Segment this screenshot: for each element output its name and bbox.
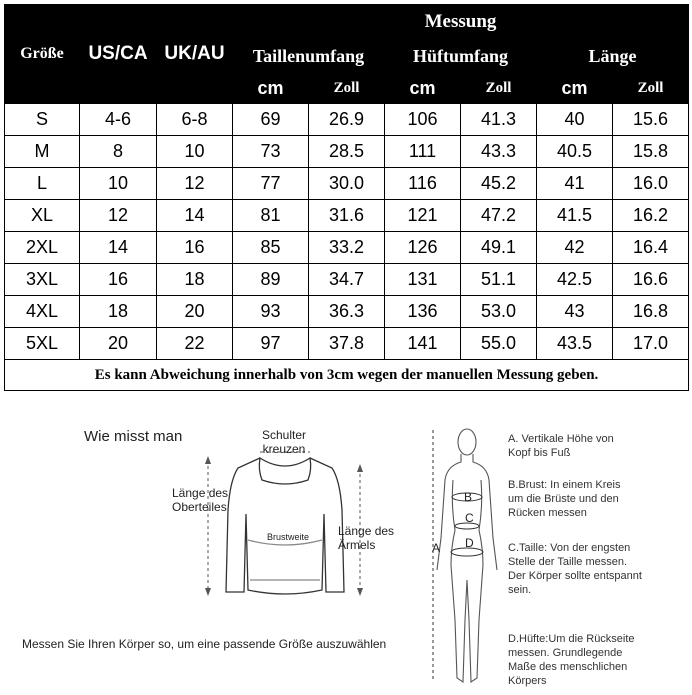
cell-length-cm: 43.5	[537, 328, 613, 360]
cell-length-inch: 15.6	[613, 104, 689, 136]
cell-us-ca: 18	[80, 296, 157, 328]
header-waist-cm: cm	[233, 73, 309, 104]
cell-size: 3XL	[5, 264, 80, 296]
cell-length-inch: 16.4	[613, 232, 689, 264]
cell-hip-inch: 43.3	[461, 136, 537, 168]
size-chart-table	[4, 4, 689, 391]
header-length-cm: cm	[537, 73, 613, 104]
cell-size: M	[5, 136, 80, 168]
cell-waist-cm: 81	[233, 200, 309, 232]
cell-hip-inch: 45.2	[461, 168, 537, 200]
cell-us-ca: 8	[80, 136, 157, 168]
table-row	[5, 136, 689, 168]
header-waist-inch: Zoll	[309, 73, 385, 104]
letter-a: A	[432, 541, 441, 555]
cell-length-cm: 40	[537, 104, 613, 136]
header-hip: Hüftumfang	[385, 40, 537, 73]
header-us-ca: US/CA	[80, 5, 157, 104]
cell-length-inch: 16.6	[613, 264, 689, 296]
cell-length-cm: 41	[537, 168, 613, 200]
table-row	[5, 104, 689, 136]
cell-uk-au: 16	[157, 232, 233, 264]
header-waist: Taillenumfang	[233, 40, 385, 73]
cell-waist-cm: 73	[233, 136, 309, 168]
cell-us-ca: 4-6	[80, 104, 157, 136]
cell-length-inch: 17.0	[613, 328, 689, 360]
table-row	[5, 328, 689, 360]
cell-waist-inch: 33.2	[309, 232, 385, 264]
cell-hip-inch: 55.0	[461, 328, 537, 360]
header-hip-cm: cm	[385, 73, 461, 104]
letter-d: D	[465, 536, 474, 550]
cell-hip-cm: 141	[385, 328, 461, 360]
cell-size: XL	[5, 200, 80, 232]
header-uk-au: UK/AU	[157, 5, 233, 104]
cell-size: 5XL	[5, 328, 80, 360]
header-measurement: Messung	[233, 5, 689, 40]
cell-hip-inch: 41.3	[461, 104, 537, 136]
measuring-guide	[0, 410, 692, 695]
cell-waist-inch: 34.7	[309, 264, 385, 296]
cell-hip-cm: 126	[385, 232, 461, 264]
cell-length-cm: 41.5	[537, 200, 613, 232]
cell-hip-cm: 106	[385, 104, 461, 136]
cell-size: 4XL	[5, 296, 80, 328]
sweater-collar	[259, 458, 310, 484]
cell-waist-cm: 69	[233, 104, 309, 136]
top-length-label: Länge des Oberteiles	[172, 486, 229, 514]
cell-uk-au: 18	[157, 264, 233, 296]
guide-title: Wie misst man	[84, 428, 183, 445]
shoulder-label: Schulter kreuzen	[262, 428, 307, 456]
table-row	[5, 200, 689, 232]
cell-hip-cm: 111	[385, 136, 461, 168]
table-row	[5, 168, 689, 200]
cell-length-inch: 15.8	[613, 136, 689, 168]
figure-head	[458, 429, 476, 455]
header-size: Größe	[5, 5, 80, 104]
cell-hip-cm: 131	[385, 264, 461, 296]
cell-us-ca: 20	[80, 328, 157, 360]
cell-waist-cm: 85	[233, 232, 309, 264]
cell-waist-cm: 89	[233, 264, 309, 296]
cell-us-ca: 12	[80, 200, 157, 232]
cell-waist-inch: 31.6	[309, 200, 385, 232]
letter-b: B	[464, 490, 473, 504]
cell-hip-cm: 121	[385, 200, 461, 232]
cell-length-cm: 42.5	[537, 264, 613, 296]
sweater-body	[226, 458, 344, 594]
table-row	[5, 264, 689, 296]
cell-uk-au: 22	[157, 328, 233, 360]
legend-d: D.Hüfte:Um die Rückseite messen. Grundlegende Maße des menschlichen Körpers	[508, 633, 635, 687]
cell-length-inch: 16.8	[613, 296, 689, 328]
cell-length-inch: 16.2	[613, 200, 689, 232]
legend-c: C.Taille: Von der engsten Stelle der Taille messen. Der Körper sollte entspannt sein.	[508, 542, 642, 596]
cell-length-cm: 43	[537, 296, 613, 328]
header-length-inch: Zoll	[613, 73, 689, 104]
cell-waist-inch: 36.3	[309, 296, 385, 328]
cell-hip-inch: 49.1	[461, 232, 537, 264]
cell-us-ca: 10	[80, 168, 157, 200]
cell-waist-inch: 30.0	[309, 168, 385, 200]
cell-uk-au: 10	[157, 136, 233, 168]
cell-hip-inch: 51.1	[461, 264, 537, 296]
cell-size: L	[5, 168, 80, 200]
chest-width-label: Brustweite	[267, 532, 310, 542]
cell-waist-inch: 37.8	[309, 328, 385, 360]
cell-uk-au: 6-8	[157, 104, 233, 136]
cell-length-inch: 16.0	[613, 168, 689, 200]
guide-footer: Messen Sie Ihren Körper so, um eine passende Größe auszuwählen	[22, 637, 387, 651]
cell-uk-au: 12	[157, 168, 233, 200]
measurement-note: Es kann Abweichung innerhalb von 3cm wegen der manuellen Messung geben.	[5, 360, 689, 391]
cell-waist-cm: 93	[233, 296, 309, 328]
header-length: Länge	[537, 40, 689, 73]
cell-waist-cm: 77	[233, 168, 309, 200]
cell-hip-cm: 136	[385, 296, 461, 328]
cell-uk-au: 14	[157, 200, 233, 232]
table-row	[5, 296, 689, 328]
cell-size: S	[5, 104, 80, 136]
cell-hip-cm: 116	[385, 168, 461, 200]
letter-c: C	[465, 511, 474, 525]
cell-us-ca: 14	[80, 232, 157, 264]
cell-length-cm: 42	[537, 232, 613, 264]
cell-hip-inch: 47.2	[461, 200, 537, 232]
cell-us-ca: 16	[80, 264, 157, 296]
sleeve-length-label: Länge des Ärmels	[338, 524, 395, 552]
cell-hip-inch: 53.0	[461, 296, 537, 328]
legend-a: A. Vertikale Höhe von Kopf bis Fuß	[508, 433, 614, 459]
cell-waist-inch: 26.9	[309, 104, 385, 136]
body-figure-illustration	[425, 420, 505, 695]
cell-uk-au: 20	[157, 296, 233, 328]
legend-b: B.Brust: In einem Kreis um die Brüste und den Rücken messen	[508, 479, 621, 519]
cell-waist-inch: 28.5	[309, 136, 385, 168]
cell-length-cm: 40.5	[537, 136, 613, 168]
cell-size: 2XL	[5, 232, 80, 264]
table-row	[5, 232, 689, 264]
header-hip-inch: Zoll	[461, 73, 537, 104]
cell-waist-cm: 97	[233, 328, 309, 360]
